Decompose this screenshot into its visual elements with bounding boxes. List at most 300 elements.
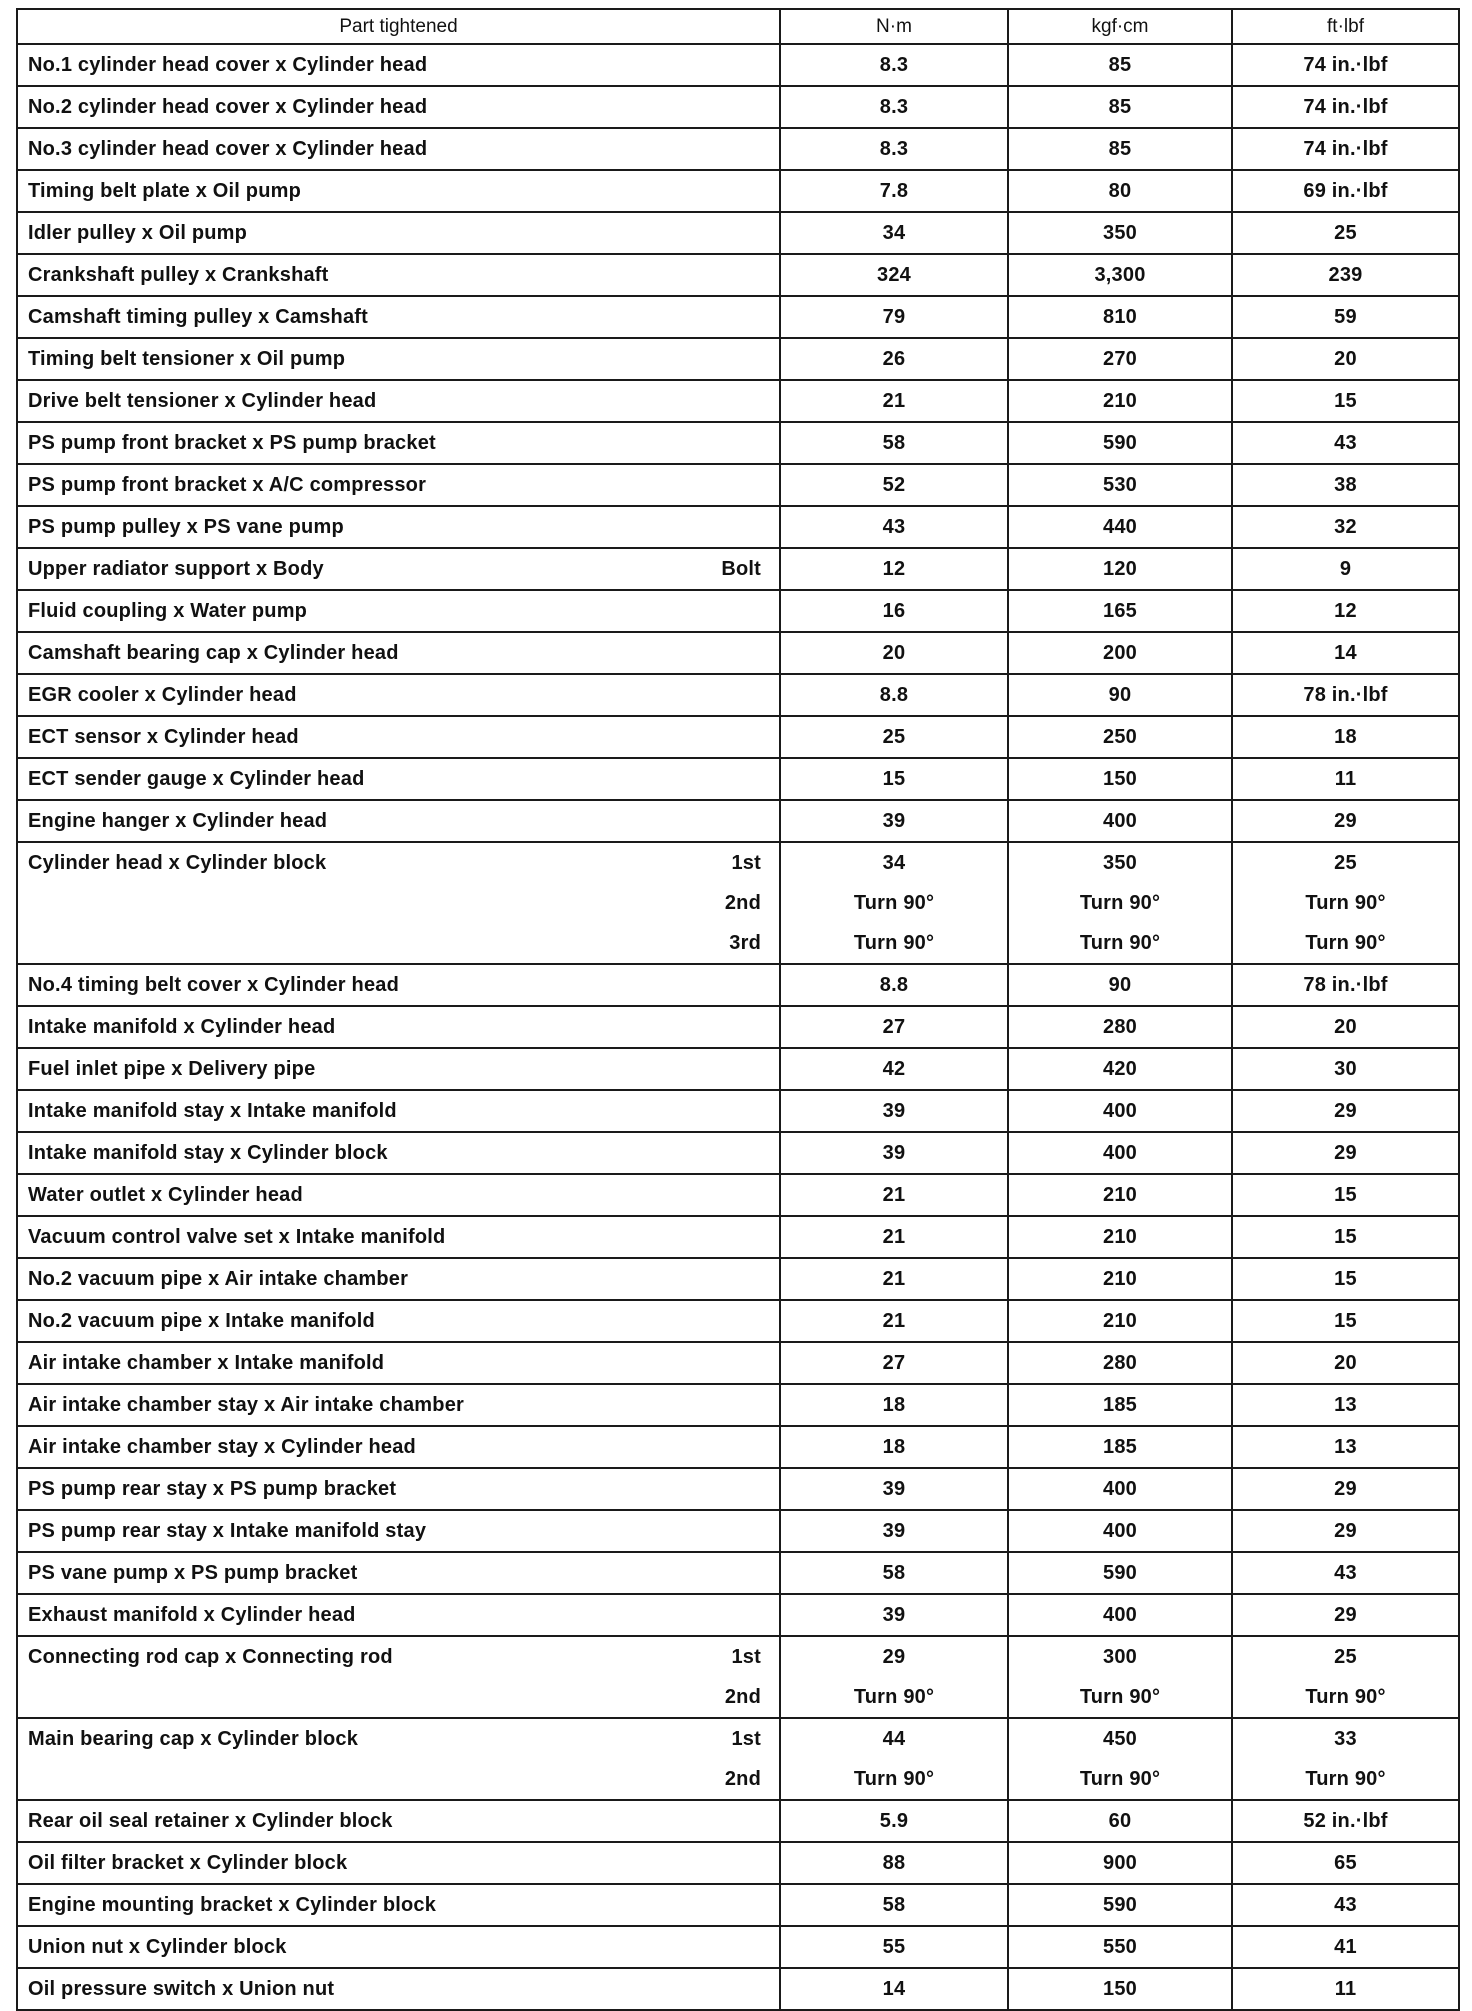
nm-cell [780,464,1008,506]
ftlbf-cell [1232,212,1459,254]
ftlbf-cell [1232,1384,1459,1426]
kgf-cell [1008,1300,1232,1342]
table-row [17,422,1459,464]
part-cell [17,1510,780,1552]
part-line [18,1217,779,1257]
part-line [18,423,779,463]
kgf-cell-value: 530 [1103,474,1137,496]
nm-cell-value: 21 [882,1310,906,1332]
nm-cell-value: 39 [882,1142,906,1164]
kgf-cell-value: 400 [1103,1604,1137,1626]
ftlbf-cell-value: 29 [1334,1478,1357,1500]
nm-cell [780,1468,1008,1510]
ftlbf-cell-value: Turn 90° [1305,932,1386,954]
part-line [18,465,779,505]
table-row [17,1884,1459,1926]
part-name: PS vane pump x PS pump bracket [28,1562,358,1584]
ftlbf-cell [1232,964,1459,1006]
part-name: Oil pressure switch x Union nut [28,1978,335,2000]
table-row [17,1718,1459,1800]
nm-cell-value: 43 [882,516,906,538]
nm-cell-value: 44 [882,1728,906,1750]
step-note [731,675,761,715]
nm-cell [780,1384,1008,1426]
step-note [731,1007,761,1047]
part-name: PS pump front bracket x PS pump bracket [28,432,436,454]
nm-cell-value: 39 [882,1604,906,1626]
nm-cell-value: 16 [882,600,906,622]
part-line [18,883,779,923]
kgf-cell-value: 450 [1103,1728,1137,1750]
table-row [17,1968,1459,2010]
nm-cell [780,1884,1008,1926]
kgf-cell-value: 185 [1103,1436,1137,1458]
nm-cell [780,548,1008,590]
table-row [17,1216,1459,1258]
part-cell [17,1090,780,1132]
part-line [18,1843,779,1883]
nm-cell-value: 21 [882,1184,906,1206]
nm-cell-value: 18 [882,1394,906,1416]
kgf-cell-value: 250 [1103,726,1137,748]
part-line [18,1637,779,1677]
table-row [17,674,1459,716]
kgf-cell [1008,716,1232,758]
kgf-cell [1008,128,1232,170]
nm-cell [780,758,1008,800]
ftlbf-cell-value: 20 [1334,1352,1357,1374]
kgf-cell-value: 210 [1103,1268,1137,1290]
kgf-cell [1008,800,1232,842]
table-row [17,632,1459,674]
nm-cell [780,800,1008,842]
nm-cell-value: 8.3 [879,54,909,76]
part-cell [17,170,780,212]
kgf-cell-value: Turn 90° [1079,892,1161,914]
ftlbf-cell-value: 25 [1334,1646,1357,1668]
header-part: Part tightened [17,9,780,44]
nm-cell-value: 29 [882,1646,906,1668]
part-cell [17,1636,780,1718]
nm-cell [780,170,1008,212]
kgf-cell-value: 350 [1103,222,1137,244]
nm-cell [780,1090,1008,1132]
kgf-cell [1008,254,1232,296]
ftlbf-cell-value: 29 [1334,810,1357,832]
part-cell [17,1342,780,1384]
ftlbf-cell-value: 43 [1334,1894,1357,1916]
ftlbf-cell-value: 239 [1328,264,1363,286]
nm-cell [780,842,1008,964]
nm-cell [780,1132,1008,1174]
part-cell [17,842,780,964]
part-cell [17,548,780,590]
nm-cell [780,1842,1008,1884]
kgf-cell [1008,1216,1232,1258]
nm-cell-value: Turn 90° [853,1686,935,1708]
part-line [18,87,779,127]
table-row [17,1048,1459,1090]
kgf-cell-value: 590 [1103,1562,1137,1584]
nm-cell [780,1968,1008,2010]
ftlbf-cell [1232,296,1459,338]
nm-cell [780,1594,1008,1636]
kgf-cell-value: 210 [1103,1184,1137,1206]
ftlbf-cell [1232,86,1459,128]
nm-cell [780,1636,1008,1718]
part-line [18,1885,779,1925]
ftlbf-cell [1232,44,1459,86]
table-row [17,1006,1459,1048]
ftlbf-cell [1232,758,1459,800]
step-note [731,297,761,337]
step-note [731,801,761,841]
kgf-cell [1008,464,1232,506]
step-note [731,965,761,1005]
nm-cell-value: 8.3 [879,96,909,118]
part-name: No.1 cylinder head cover x Cylinder head [28,54,428,76]
part-cell [17,1258,780,1300]
part-cell [17,1884,780,1926]
kgf-cell-value: 85 [1108,96,1132,118]
part-line [18,1595,779,1635]
table-row [17,1426,1459,1468]
table-row [17,1174,1459,1216]
nm-cell-value: 58 [882,1562,906,1584]
header-ft: ft·lbf [1232,9,1459,44]
nm-cell-value: 58 [882,432,906,454]
kgf-cell [1008,212,1232,254]
part-name: No.2 vacuum pipe x Intake manifold [28,1310,375,1332]
kgf-cell-value: 210 [1103,1226,1137,1248]
step-note: Bolt [721,558,761,580]
ftlbf-cell [1232,800,1459,842]
ftlbf-cell [1232,1258,1459,1300]
step-note [731,1427,761,1467]
part-line [18,965,779,1005]
ftlbf-cell-value: 20 [1334,1016,1357,1038]
ftlbf-cell-value: 30 [1334,1058,1357,1080]
ftlbf-cell-value: 29 [1334,1604,1357,1626]
ftlbf-cell [1232,128,1459,170]
part-line [18,1091,779,1131]
kgf-cell [1008,632,1232,674]
ftlbf-cell [1232,1006,1459,1048]
part-name: EGR cooler x Cylinder head [28,684,297,706]
step-note [731,1091,761,1131]
table-row [17,842,1459,964]
ftlbf-cell-value: 43 [1334,1562,1357,1584]
part-name: Exhaust manifold x Cylinder head [28,1604,356,1626]
kgf-cell [1008,1884,1232,1926]
ftlbf-cell [1232,464,1459,506]
part-cell [17,758,780,800]
kgf-cell [1008,1048,1232,1090]
part-cell [17,254,780,296]
nm-cell [780,674,1008,716]
kgf-cell [1008,1510,1232,1552]
nm-cell [780,380,1008,422]
ftlbf-cell-value: 15 [1334,1310,1357,1332]
kgf-cell-value: 150 [1103,768,1137,790]
nm-cell-value: 8.3 [879,138,909,160]
nm-cell [780,296,1008,338]
step-note [731,1259,761,1299]
ftlbf-cell-value: 65 [1334,1852,1357,1874]
nm-cell [780,1552,1008,1594]
nm-cell [780,1510,1008,1552]
step-note [731,87,761,127]
ftlbf-cell [1232,1884,1459,1926]
part-name: Oil filter bracket x Cylinder block [28,1852,348,1874]
step-note: 3rd [729,932,761,954]
part-cell [17,1842,780,1884]
ftlbf-cell [1232,1842,1459,1884]
table-row [17,800,1459,842]
nm-cell [780,1800,1008,1842]
kgf-cell [1008,1342,1232,1384]
kgf-cell [1008,1384,1232,1426]
part-cell [17,1048,780,1090]
part-cell [17,964,780,1006]
part-line [18,843,779,883]
nm-cell-value: 52 [882,474,906,496]
part-cell [17,1216,780,1258]
part-name: Intake manifold stay x Intake manifold [28,1100,397,1122]
part-name: Idler pulley x Oil pump [28,222,248,244]
part-name: Engine mounting bracket x Cylinder block [28,1894,437,1916]
part-cell [17,1174,780,1216]
table-row [17,1132,1459,1174]
ftlbf-cell-value: 59 [1334,306,1357,328]
part-line [18,339,779,379]
ftlbf-cell [1232,506,1459,548]
table-row [17,1468,1459,1510]
part-cell [17,1552,780,1594]
step-note [731,1595,761,1635]
kgf-cell [1008,1090,1232,1132]
step-note: 2nd [724,892,761,914]
ftlbf-cell-value: 20 [1334,348,1357,370]
nm-cell [780,964,1008,1006]
ftlbf-cell-value: Turn 90° [1305,1768,1386,1790]
kgf-cell-value: 90 [1108,974,1132,996]
kgf-cell [1008,1842,1232,1884]
ftlbf-cell [1232,1510,1459,1552]
kgf-cell-value: 400 [1103,1520,1137,1542]
torque-table [16,8,1460,2011]
part-name: Camshaft bearing cap x Cylinder head [28,642,399,664]
ftlbf-cell-value: 9 [1339,558,1352,580]
step-note: 1st [731,1646,761,1668]
ftlbf-cell-value: 29 [1334,1100,1357,1122]
table-row [17,254,1459,296]
step-note [731,255,761,295]
table-row [17,1594,1459,1636]
part-cell [17,338,780,380]
part-name: Timing belt plate x Oil pump [28,180,302,202]
kgf-cell-value: Turn 90° [1079,1686,1161,1708]
kgf-cell [1008,590,1232,632]
nm-cell-value: 39 [882,1478,906,1500]
table-row [17,758,1459,800]
table-row [17,1552,1459,1594]
step-note [731,1385,761,1425]
part-cell [17,128,780,170]
kgf-cell-value: 85 [1108,138,1132,160]
kgf-cell [1008,338,1232,380]
part-line [18,1927,779,1967]
part-cell [17,1594,780,1636]
ftlbf-cell [1232,1090,1459,1132]
kgf-cell [1008,380,1232,422]
part-name: Air intake chamber stay x Cylinder head [28,1436,416,1458]
kgf-cell [1008,506,1232,548]
kgf-cell-value: 440 [1103,516,1137,538]
part-line [18,1007,779,1047]
part-name: No.2 vacuum pipe x Air intake chamber [28,1268,409,1290]
part-line [18,507,779,547]
table-row [17,1510,1459,1552]
ftlbf-cell [1232,842,1459,964]
part-line [18,45,779,85]
part-cell [17,1426,780,1468]
kgf-cell-value: 590 [1103,1894,1137,1916]
step-note [731,1553,761,1593]
ftlbf-cell-value: 15 [1334,390,1357,412]
table-row [17,716,1459,758]
step-note [731,507,761,547]
ftlbf-cell-value: 38 [1334,474,1357,496]
table-row [17,86,1459,128]
ftlbf-cell-value: 69 in.·lbf [1303,180,1388,202]
part-line [18,549,779,589]
part-line [18,1553,779,1593]
part-line [18,381,779,421]
ftlbf-cell [1232,1468,1459,1510]
torque-spec-sheet [16,8,1458,2011]
kgf-cell [1008,1426,1232,1468]
part-name: Fuel inlet pipe x Delivery pipe [28,1058,316,1080]
kgf-cell-value: 210 [1103,390,1137,412]
ftlbf-cell-value: 33 [1334,1728,1357,1750]
part-line [18,1427,779,1467]
table-row [17,1258,1459,1300]
ftlbf-cell-value: 74 in.·lbf [1303,54,1388,76]
part-cell [17,632,780,674]
nm-cell-value: 42 [882,1058,906,1080]
kgf-cell-value: 270 [1103,348,1137,370]
part-line [18,1511,779,1551]
ftlbf-cell-value: 12 [1334,600,1357,622]
part-name: Water outlet x Cylinder head [28,1184,303,1206]
kgf-cell [1008,548,1232,590]
ftlbf-cell-value: 11 [1334,768,1357,790]
kgf-cell-value: 120 [1103,558,1137,580]
ftlbf-cell [1232,1800,1459,1842]
kgf-cell-value: 210 [1103,1310,1137,1332]
part-cell [17,464,780,506]
ftlbf-cell-value: 32 [1334,516,1357,538]
part-line [18,1469,779,1509]
kgf-cell [1008,1258,1232,1300]
nm-cell-value: Turn 90° [853,932,935,954]
nm-cell-value: Turn 90° [853,892,935,914]
kgf-cell-value: 150 [1103,1978,1137,2000]
part-line [18,759,779,799]
ftlbf-cell [1232,590,1459,632]
kgf-cell [1008,170,1232,212]
ftlbf-cell [1232,548,1459,590]
step-note [731,1843,761,1883]
table-row [17,1926,1459,1968]
part-name: Camshaft timing pulley x Camshaft [28,306,368,328]
part-name: PS pump pulley x PS vane pump [28,516,344,538]
step-note: 1st [731,1728,761,1750]
nm-cell [780,1718,1008,1800]
part-name: Fluid coupling x Water pump [28,600,308,622]
step-note [731,339,761,379]
ftlbf-cell-value: Turn 90° [1305,1686,1386,1708]
nm-cell [780,212,1008,254]
kgf-cell [1008,44,1232,86]
part-line [18,1759,779,1799]
kgf-cell [1008,758,1232,800]
kgf-cell-value: 80 [1108,180,1132,202]
nm-cell [780,1342,1008,1384]
part-cell [17,422,780,464]
table-row [17,1636,1459,1718]
nm-cell-value: 55 [882,1936,906,1958]
nm-cell-value: 15 [882,768,906,790]
part-line [18,1719,779,1759]
header-nm: N·m [780,9,1008,44]
nm-cell-value: 26 [882,348,906,370]
step-note [731,1885,761,1925]
nm-cell-value: 27 [882,1016,906,1038]
kgf-cell [1008,674,1232,716]
part-name: ECT sender gauge x Cylinder head [28,768,365,790]
nm-cell-value: 27 [882,1352,906,1374]
ftlbf-cell [1232,1926,1459,1968]
ftlbf-cell-value: 25 [1334,852,1357,874]
kgf-cell-value: 400 [1103,1478,1137,1500]
table-row [17,590,1459,632]
nm-cell [780,1426,1008,1468]
nm-cell [780,86,1008,128]
part-line [18,1049,779,1089]
part-name: PS pump front bracket x A/C compressor [28,474,427,496]
ftlbf-cell-value: 74 in.·lbf [1303,96,1388,118]
step-note [731,1343,761,1383]
kgf-cell [1008,964,1232,1006]
nm-cell-value: 14 [882,1978,906,2000]
nm-cell-value: 18 [882,1436,906,1458]
part-name: PS pump rear stay x Intake manifold stay [28,1520,427,1542]
part-name: Connecting rod cap x Connecting rod [28,1646,393,1668]
ftlbf-cell [1232,1636,1459,1718]
ftlbf-cell [1232,254,1459,296]
table-row [17,212,1459,254]
part-cell [17,1468,780,1510]
part-cell [17,1718,780,1800]
part-cell [17,674,780,716]
kgf-cell-value: 185 [1103,1394,1137,1416]
part-cell [17,1968,780,2010]
ftlbf-cell [1232,1174,1459,1216]
nm-cell-value: 39 [882,1520,906,1542]
step-note [731,1133,761,1173]
